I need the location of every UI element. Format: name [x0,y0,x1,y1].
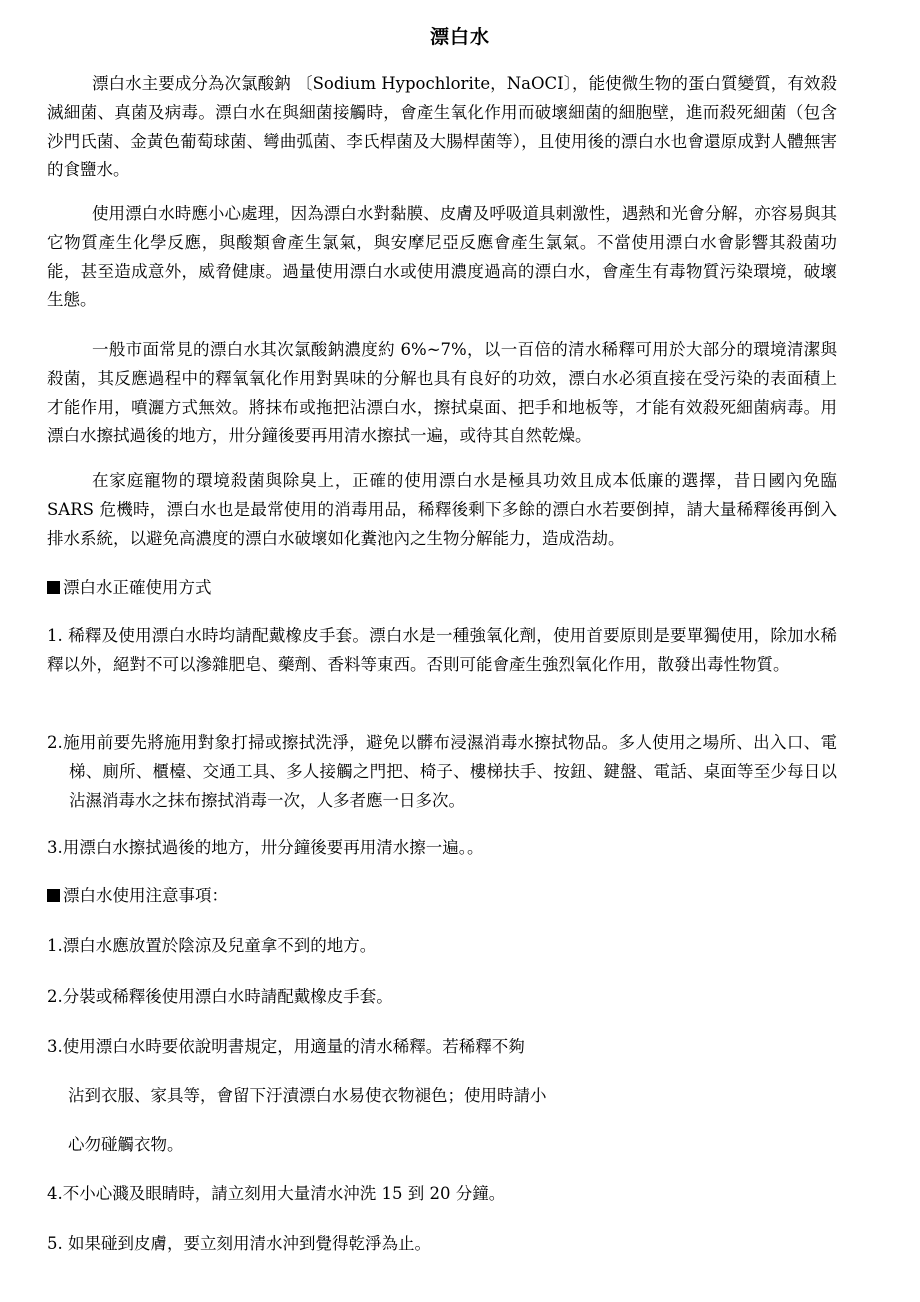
precaution-item-5: 5. 如果碰到皮膚，要立刻用清水沖到覺得乾淨為止。 [47,1234,431,1253]
usage-item-3: 3.用漂白水擦拭過後的地方，卅分鐘後要再用清水擦一遍。。 [47,838,484,857]
precaution-item-3-line-1: 3.使用漂白水時要依說明書規定，用適量的清水稀釋。若稀釋不夠 [47,1037,525,1056]
precaution-item-1: 1.漂白水應放置於陰涼及兒童拿不到的地方。 [47,936,377,955]
section-heading-text: 漂白水正確使用方式 [63,578,212,597]
section-heading-text: 漂白水使用注意事項： [63,886,228,905]
section-heading-precautions [47,882,847,910]
paragraph-concentration-usage: 一般市面常見的漂白水其次氯酸鈉濃度約 6%~7%，以一百倍的清水稀釋可用於大部分的環境清潔與殺菌，其反應過程中的釋氧氧化作用對異味的分解也具有良好的功效，漂白水必須直接在受污染的表面積上才能作用，噴灑方式無效。將抹布或拖把沾漂白水，擦拭桌面、把手和地板等，才能有效殺死細菌病毒。用漂白水擦拭過後的地方，卅分鐘後要再用清水擦拭一遍，或待其自然乾燥。 [47,340,837,446]
paragraph-home-pets-sars: 在家庭寵物的環境殺菌與除臭上，正確的使用漂白水是極具功效且成本低廉的選擇，昔日國內免臨 SARS 危機時，漂白水也是最常使用的消毒用品，稀釋後剩下多餘的漂白水若要倒掉，請大量稀釋後再倒入排水系統，以避免高濃度的漂白水破壞如化糞池內之生物分解能力，造成浩劫。 [47,471,837,548]
black-square-bullet-icon [47,581,60,594]
black-square-bullet-icon [47,889,60,902]
paragraph-handling-caution: 使用漂白水時應小心處理，因為漂白水對黏膜、皮膚及呼吸道具刺激性，遇熱和光會分解，亦容易與其它物質產生化學反應，與酸類會產生氯氣，與安摩尼亞反應會產生氯氣。不當使用漂白水會影響其殺菌功能，甚至造成意外，威脅健康。過量使用漂白水或使用濃度過高的漂白水，會產生有毒物質污染環境，破壞生態。 [47,204,837,310]
precaution-item-3-line-2: 沾到衣服、家具等，會留下汙漬漂白水易使衣物褪色；使用時請小 [68,1086,547,1105]
paragraph-composition: 漂白水主要成分為次氯酸鈉 〔Sodium Hypochlorite，NaOCI〕，能使微生物的蛋白質變質，有效殺滅細菌、真菌及病毒。漂白水在與細菌接觸時，會產生氧化作用而破壞細菌的細胞壁，進而殺死細菌（包含沙門氏菌、金黃色葡萄球菌、彎曲弧菌、李氏桿菌及大腸桿菌等），且使用後的漂白水也會還原成對人體無害的食鹽水。 [47,74,837,180]
usage-item-2: 2.施用前要先將施用對象打掃或擦拭洗淨，避免以髒布浸濕消毒水擦拭物品。多人使用之場所、出入口、電梯、廁所、櫃檯、交通工具、多人接觸之門把、椅子、樓梯扶手、按鈕、鍵盤、電話、桌面等至少每日以沾濕消毒水之抹布擦拭消毒一次，人多者應一日多次。 [47,733,837,810]
precaution-item-2: 2.分裝或稀釋後使用漂白水時請配戴橡皮手套。 [47,987,393,1006]
precaution-item-4: 4.不小心濺及眼睛時，請立刻用大量清水沖洗 15 到 20 分鐘。 [47,1184,506,1203]
section-heading-correct-usage [47,574,847,602]
precaution-item-3-line-3: 心勿碰觸衣物。 [68,1135,184,1154]
document-title: 漂白水 [429,26,490,48]
usage-item-1: 1. 稀釋及使用漂白水時均請配戴橡皮手套。漂白水是一種強氧化劑，使用首要原則是要單獨使用，除加水稀釋以外，絕對不可以滲雜肥皂、藥劑、香料等東西。否則可能會產生強烈氧化作用，散發出毒性物質。 [47,626,837,674]
